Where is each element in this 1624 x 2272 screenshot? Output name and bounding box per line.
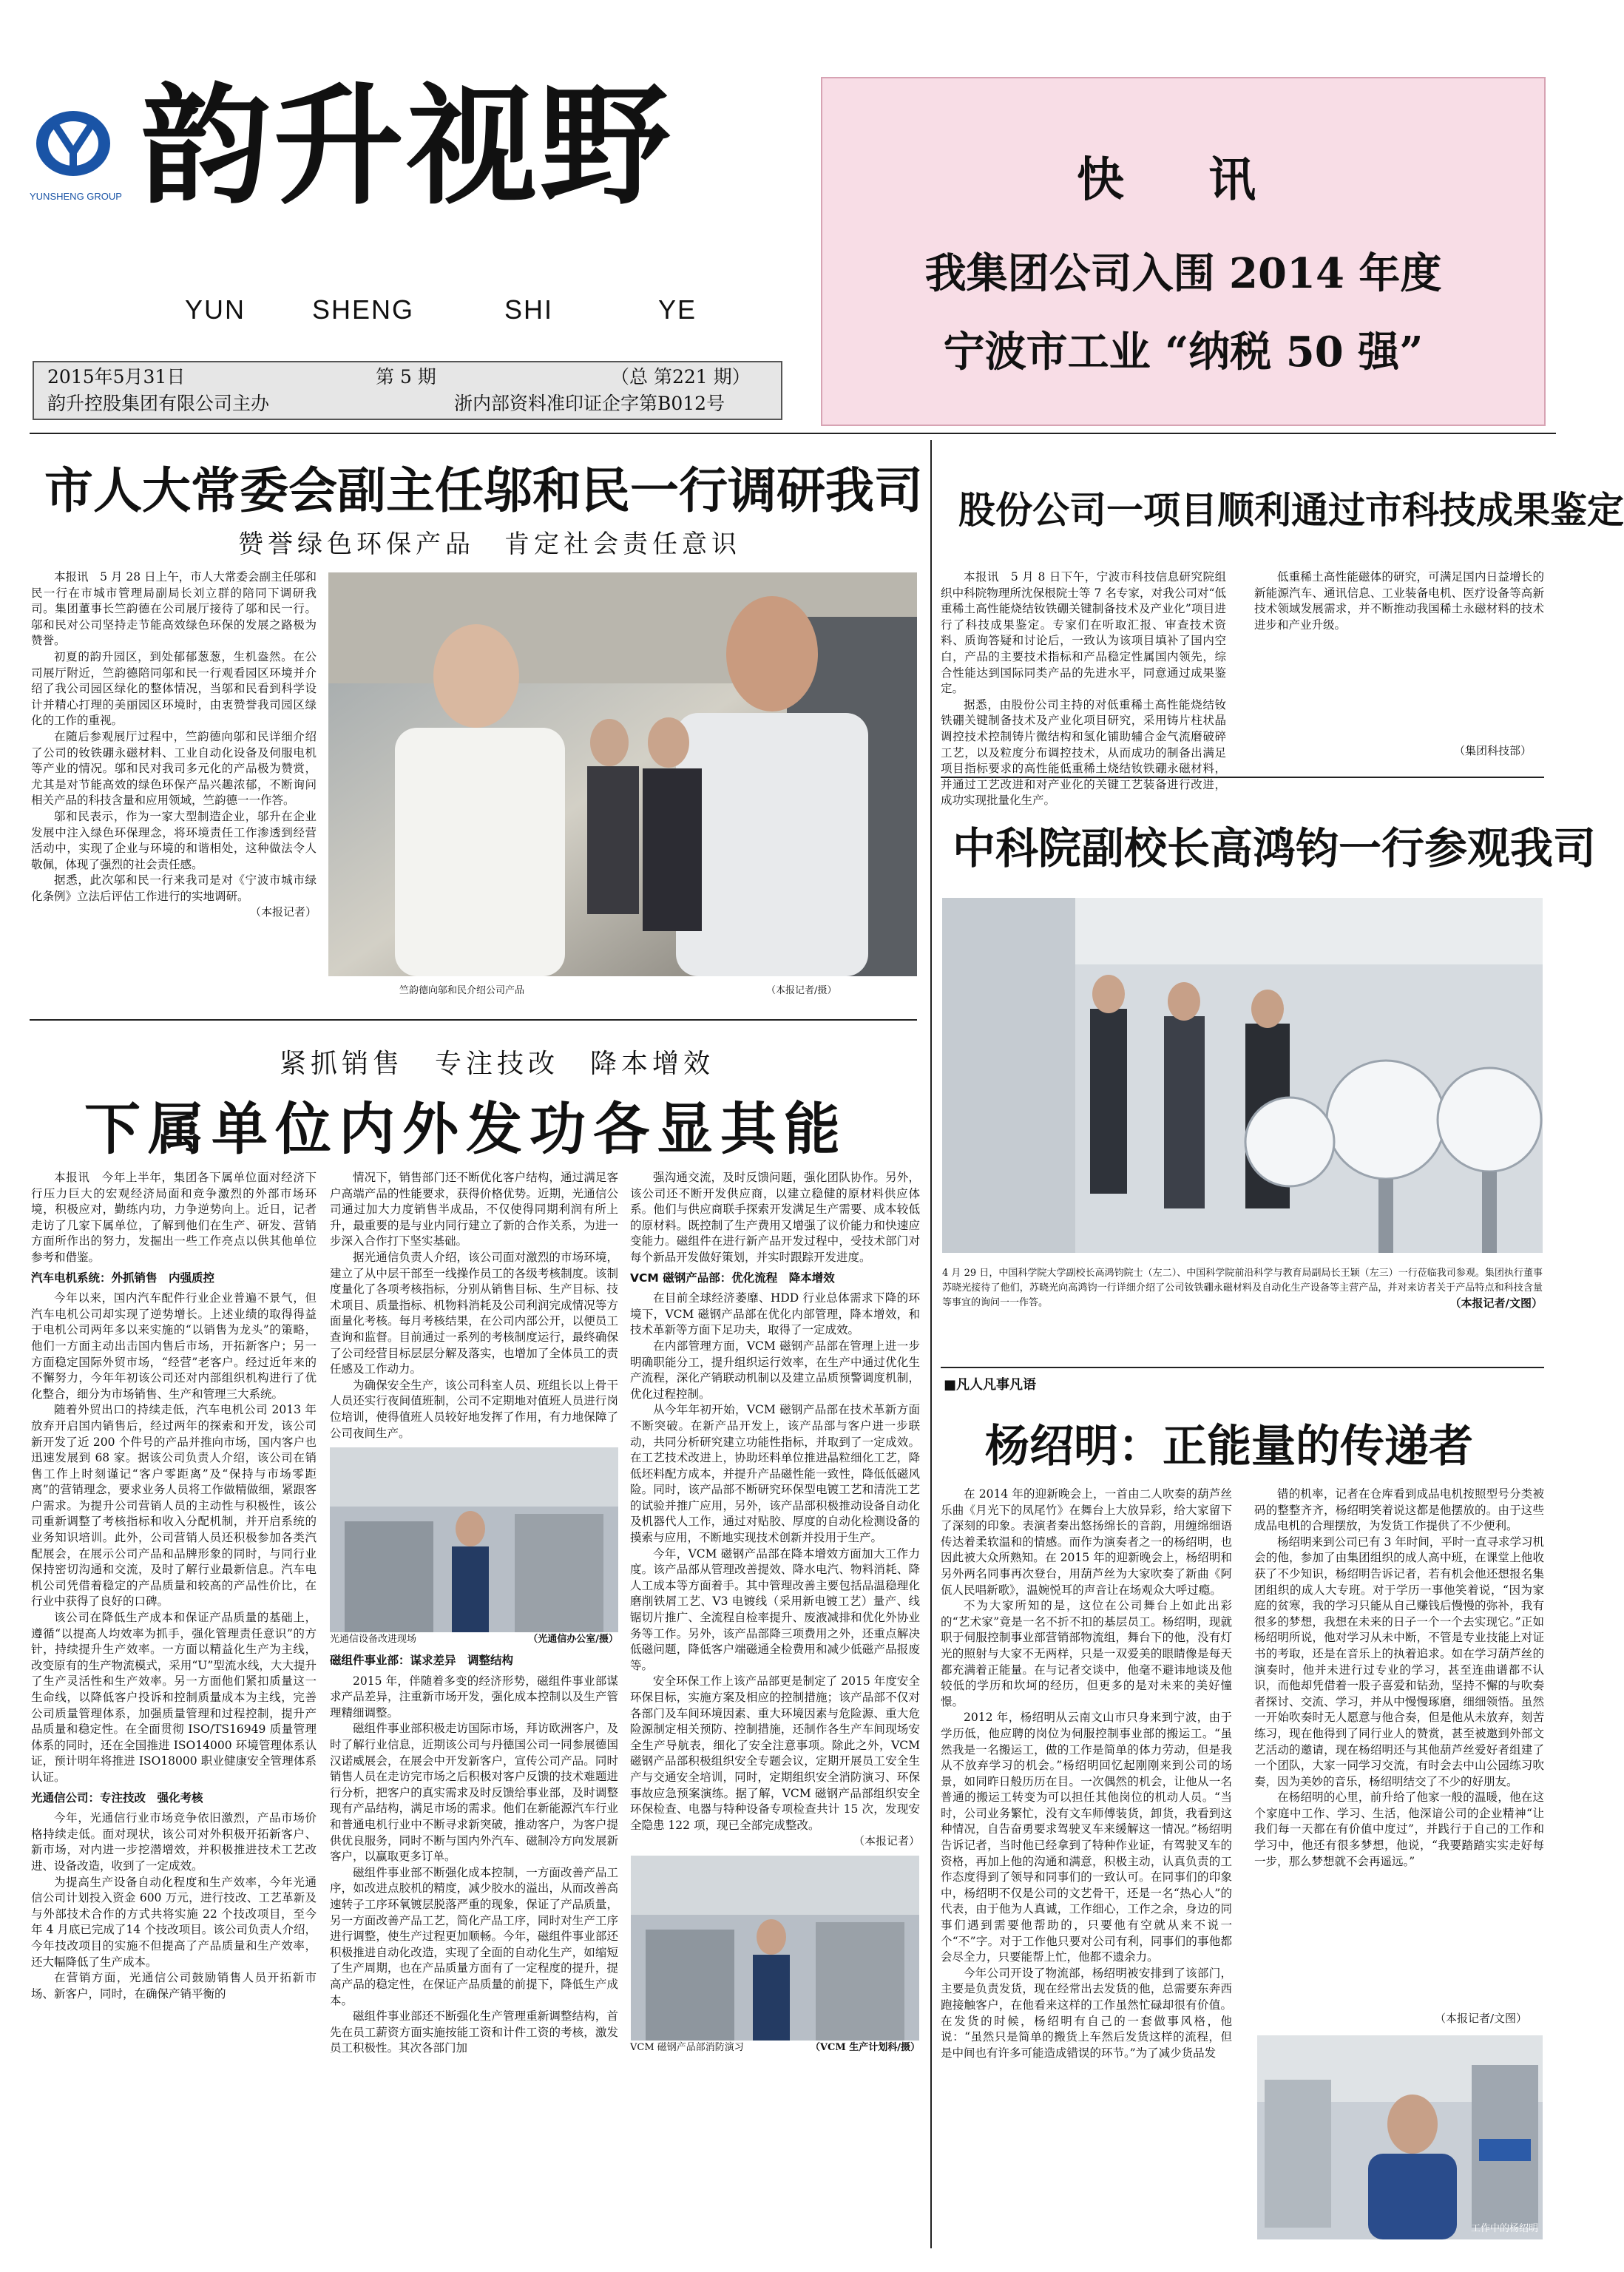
divider-top bbox=[30, 433, 1556, 434]
article-4-col3 bbox=[630, 1170, 920, 2244]
article-4-photo-image bbox=[330, 1447, 618, 1632]
article-1-subtitle: 赞誉绿色环保产品 肯定社会责任意识 bbox=[238, 530, 741, 559]
article-3-photo-caption bbox=[942, 1266, 1543, 1311]
article-4-paragraph: 2015 年，伴随着多变的经济形势，磁组件事业部谋求产品差异，注重新市场开发，强化成本控制以及生产管理精细调整。 bbox=[330, 1674, 618, 1720]
article-5-body-col2 bbox=[1254, 1487, 1544, 1997]
article-1-title: 市人大常委会副主任邬和民一行调研我司 bbox=[44, 462, 923, 519]
article-5-title: 杨绍明：正能量的传递者 bbox=[985, 1421, 1473, 1473]
article-4-paragraph: 磁组件事业部不断强化成本控制，一方面改善产品工序，如改进点胶机的精度，减少胶水的溢出，从而改善高速转子工序环氧镀层脱落严重的现象，保证了产品质量，另一方面改善产品工艺，简化产品工序，同时对生产工序进行调整，使生产过程更加顺畅。今年，磁组件事业部还积极推进自动化改造，实现了全面的自动化生产，如缩短了生产周期，也在产品质量方面有了一定程度的提升，提高产品的稳定性，在保证产品质量的前提下，降低生产成本。 bbox=[330, 1865, 618, 2007]
article-4-paragraph: 今年，光通信行业市场竞争依旧激烈，产品市场价格持续走低。面对现状，该公司对外积极开拓新客户、新市场，对内进一步挖潜增效，并积极推进技术工艺改进、设备改造，收到了一定成效。 bbox=[31, 1811, 317, 1873]
article-2-paragraph: 本报讯 5 月 8 日下午，宁波市科技信息研究院组织中科院物理所沈保根院士等 7 名专家，对我公司对“低重稀土高性能烧结钕铁硼关键制备技术及产业化”项目进行了科技成果鉴定。专家们在听取汇报、审查技术资料、质询答疑和讨论后，一致认为该项目填补了国内空白，产品的主要技术指标和产品稳定性属国内领先，综合性能达到国际同类产品的先进水平，同意通过成果鉴定。 bbox=[941, 570, 1226, 696]
article-5-photo bbox=[1257, 2035, 1543, 2239]
article-5-paragraph: 在 2014 年的迎新晚会上，一首由二人吹奏的葫芦丝乐曲《月光下的凤尾竹》在舞台上大放异彩，给大家留下了深刻的印象。表演者秦出悠扬绵长的音韵，用缠绵细语传达着柔软温和的情感。而作为演奏者之一的杨绍明，也因此被大众所熟知。在 2015 年的迎新晚会上，杨绍明和另外两名同事再次登台，用葫芦丝为大家吹奏了新曲《阿佤人民唱新歌》，温婉悦耳的声音让在场观众大呼过瘾。 bbox=[941, 1487, 1232, 1597]
article-4-paragraph: 本报讯 今年上半年，集团各下属单位面对经济下行压力巨大的宏观经济局面和竞争激烈的外部市场环境，积极应对，勤练内功，力争逆势向上。近日，记者走访了几家下属单位，了解到他们在生产、研发、营销方面所作出的努力，发掘出一些工作亮点以供其他单位参考和借鉴。 bbox=[31, 1171, 317, 1264]
article-4-photo bbox=[630, 1856, 920, 2055]
article-4-credit: （本报记者） bbox=[853, 1834, 920, 1848]
article-2-credit: （集团科技部） bbox=[1454, 744, 1532, 757]
article-2-title: 股份公司一项目顺利通过市科技成果鉴定 bbox=[958, 489, 1624, 532]
article-1-credit: （本报记者） bbox=[249, 905, 317, 919]
article-4-section-heading: 磁组件事业部：谋求差异 调整结构 bbox=[330, 1654, 514, 1668]
issue-number: 第 5 期 bbox=[376, 366, 436, 388]
article-4-photo-credit: （光通信办公室/摄） bbox=[528, 1634, 618, 1646]
article-4-paragraph: 在目前全球经济萎靡、HDD 行业总体需求下降的环境下，VCM 磁钢产品部在优化内部管理，降本增效，和技术革新等方面下足功夫，取得了一定成效。 bbox=[630, 1291, 920, 1337]
flash-news-headline-2: 宁波市工业 “纳税 50 强” bbox=[943, 328, 1424, 376]
yunsheng-logo-icon bbox=[33, 108, 114, 189]
article-4-paragraph: 在内部管理方面，VCM 磁钢产品部在管理上进一步明确职能分工，提升组织运行效率，在生产中通过优化生产流程，深化产销联动机制以及建立品质预警调度机制，优化过程控制。 bbox=[630, 1339, 920, 1401]
article-4-paragraph: 安全环保工作上该产品部更是制定了 2015 年度安全环保目标，实施方案及相应的控制措施；该产品部不仅对各部门及车间环境因素、重大环境因素与危险源、重大危险源制定相关预防、控制措施，还制作各生产车间现场安全生产导航表，细化了安全注意事项。除此之外，VCM 磁钢产品部积极组织安全专题会议，定期开展员工安全生产与交通安全培训，同时，定期组织安全消防演习、环保事故应急预案演练。据了解，VCM 磁钢产品部组织安全环保检查、电器与特种设备专项检查共计 15 次，发现安全隐患 122 项，现已全部完成整改。 bbox=[630, 1674, 920, 1832]
article-4-paragraph: 从今年年初开始，VCM 磁钢产品部在技术革新方面不断突破。在新产品开发上，该产品部与客户进一步联动，共同分析研究建立功能性指标，并取到了一定成效。在工艺技术改进上，协助坯料单位推进晶粒细化工艺，降低坯料配方成本，并提升产品磁性能一致性，降低低磁风险。同时，该产品部不断研究环保型电镀工艺和清洗工艺的试验并推广应用，另外，该产品部积极推动设备自动化及机器代人工作，通过对贴胶、厚度的自动化检测设备的摸索与应用，不断地实现技术创新并投用于生产。 bbox=[630, 1403, 920, 1545]
article-4-col1 bbox=[31, 1170, 317, 2244]
article-2-body bbox=[941, 569, 1226, 808]
issue-license: 浙内部资料准印证企字第B012号 bbox=[454, 393, 725, 414]
issue-sponsor: 韵升控股集团有限公司主办 bbox=[47, 393, 270, 414]
article-4-paragraph: 该公司在降低生产成本和保证产品质量的基础上，遵循“以提高人均效率为抓手，强化管理责任意识”的方针，持续提升生产效率。一方面以精益化生产为主线，改变原有的生产物流模式，采用“U”型流水线，大大提升了生产灵活性和生产效率。另一方面他们紧扣质量这一生命线，以降低客户投诉和控制质量成本为主线，完善公司质量管理体系，加强质量管理和过程控制，提升产品质量和稳定性。在全面贯彻 ISO/TS16949 质量管理体系的同时，还在全国推进 ISO14000 环境管理体系认证，预计明年将推进 ISO18000 职业健康安全管理体系认证。 bbox=[31, 1611, 317, 1784]
article-5-credit: （本报记者/文图） bbox=[1435, 2012, 1528, 2025]
article-5-paragraph: 2012 年，杨绍明从云南文山市只身来到宁波，由于学历低，他应聘的岗位为伺服控制事业部的搬运工。“虽然我是一名搬运工，做的工作是简单的体力劳动，但是我从不放弃学习的机会。”杨绍明回忆起刚刚来到公司的场景，如同昨日般历历在目。一次偶然的机会，让他从一名普通的搬运工转变为可以担任其他岗位的机动人员。“当时，公司业务繁忙，没有文车师傅装货，卸货，我看到这种情况，自告奋勇要求驾驶叉车来缓解这一情况。”杨绍明告诉记者，当时他已经拿到了特种作业证，有驾驶叉车的资格，再加上他的沟通和满意，积极主动，认真负责的工作态度得到了领导和同事们的一致认可。在同事们的印象中，杨绍明不仅是公司的文艺骨干，还是一名“热心人”的代表，由于他为人真诚，工作细心，工作之余，身边的同事们遇到需要他帮助的，只要他有空就从来不说一个“不”字。对于工作他只要对公司有利，同事们的事他都会尽全力，只要能帮上忙，他都不遗余力。 bbox=[941, 1711, 1232, 1964]
issue-date: 2015年5月31日 bbox=[47, 366, 186, 388]
article-5-body-col1 bbox=[941, 1487, 1232, 2226]
article-1-photo bbox=[328, 572, 917, 976]
article-3-photo-credit: （本报记者/文图） bbox=[1449, 1296, 1543, 1310]
article-2-paragraph: 据悉，由股份公司主持的对低重稀土高性能烧结钕铁硼关键制备技术及产业化项目研究，采用铸片柱状晶调控技术控制铸片微结构和氢化铺助辅合金气流磨破碎工艺，以及粒度分布调控技术，从而成功的制备出满足项目指标要求的高性能低重稀土烧结钕铁硼永磁材料，并通过工艺改进和对产业化的关键工艺装备进行改进，成功实现批量化生产。 bbox=[941, 697, 1226, 808]
article-5-photo-caption: 工作中的杨绍明 bbox=[1470, 2223, 1538, 2234]
article-5-paragraph: 今年公司开设了物流部，杨绍明被安排到了该部门，主要是负责发货，现在经常出去发货的他，总需要东奔西跑接触客户，在他看来这样的工作虽然忙碌却很有价值。在发货的时候，杨绍明有自己的一套做事风格，他说：“虽然只是简单的搬货上车然后发货这样的流程，但是中间也有许多可能造成错误的环节。”为了减少货品发 bbox=[941, 1966, 1232, 2060]
article-4-paragraph: 今年，VCM 磁钢产品部在降本增效方面加大工作力度。该产品部从管理改善提效、降水电汽、物料消耗、降人工成本等方面着手。其中管理改善主要包括品温稳理化磨削铁屑工艺、V3 电镀线（采用新电镀工艺）量产、线锯切片推广、全流程自检率提升、废液减排和优化外协业务等工作。另外，该产品部降三项费用之外，还重点解决低磁问题，降低客户端磁通全检费用和减少低磁产品报废等。 bbox=[630, 1546, 920, 1672]
article-3-title: 中科院副校长高鸿钧一行参观我司 bbox=[953, 823, 1597, 873]
masthead-title: 韵升视野 bbox=[141, 70, 674, 223]
article-4-paragraph: 据光通信负责人介绍，该公司面对激烈的市场环境，建立了从中层干部至一线操作员工的各级考核制度。该制度量化了各项考核指标，分别从销售目标、生产目标、技术项目、质量指标、机物料消耗及公司利润完成情况等方面量化考核。每月考核结果，在公司内部公开，以便员工查询和监督。目前通过一系列的考核制度运行，最终确保了公司经营目标层层分解及落实，也增加了全体员工的责任感及工作动力。 bbox=[330, 1250, 618, 1376]
article-4-section-heading: 汽车电机系统：外抓销售 内强质控 bbox=[31, 1271, 215, 1285]
article-4-paragraph: 为确保安全生产，该公司科室人员、班组长以上骨干人员还实行夜间值班制，公司不定期地对值班人员进行岗位培训，使得值班人员较好地发挥了作用，有力地保障了公司夜间生产。 bbox=[330, 1378, 618, 1440]
article-1-paragraph: 在随后参观展厅过程中，竺韵德向邬和民详细介绍了公司的钕铁硼永磁材料、工业自动化设备及伺服电机等产业的情况。邬和民对我司多元化的产品极为赞赏，尤其是对节能高效的绿色环保产品兴趣浓郁，不断询问相关产品的科技含量和应用领域，竺韵德一一作答。 bbox=[31, 729, 317, 808]
article-1-photo-credit: （本报记者/摄） bbox=[766, 985, 837, 996]
pinyin-sheng: SHENG bbox=[312, 294, 415, 325]
pinyin-yun: YUN bbox=[185, 294, 246, 325]
article-4-paragraph: 强沟通交流，及时反馈问题，强化团队协作。另外，该公司还不断开发供应商，以建立稳健的原材料供应体系。他们与供应商联手探索开发满足生产需要、成本较低的原材料。既控制了生产费用又增强了议价能力和快速应变能力。磁组件在进行新产品开发过程中，受技术部门对每个新品开发做好策划，并实时跟踪开发进度。 bbox=[630, 1171, 920, 1264]
divider-left-mid bbox=[30, 1019, 917, 1021]
article-4-title: 下属单位内外发功各显其能 bbox=[84, 1096, 847, 1162]
column-tag-label: 凡人凡事凡语 bbox=[956, 1377, 1037, 1393]
article-5-paragraph: 不为大家所知的是，这位在公司舞台上如此出彩的“艺术家”竟是一名不折不扣的基层员工。杨绍明，现就职于伺服控制事业部营销部物流组，舞台下的他，没有灯光的照射与大家不无两样，只是一双爱美的眼睛像是每天都充满着正能量。在与记者交谈中，他毫不避讳地谈及他较低的学历和坎坷的经历，但更多的是对未来的美好憧憬。 bbox=[941, 1599, 1232, 1708]
article-4-paragraph: 在营销方面，光通信公司鼓励销售人员开拓新市场、新客户，同时，在确保产销平衡的 bbox=[31, 1971, 317, 2001]
article-4-section-heading: 光通信公司：专注技改 强化考核 bbox=[31, 1791, 203, 1805]
article-4-photo-caption-row bbox=[630, 2041, 920, 2055]
article-5-paragraph: 在杨绍明的心里，前升给了他家一般的温暖，他在这个家庭中工作、学习、生活，他深谙公司的企业精神“让我们每一天都在有价值中度过”，并践行于自己的工作和学习中，他还有很多梦想，他说，“我要踏踏实实走好每一步，那么梦想就不会再遥远。” bbox=[1254, 1791, 1544, 1868]
issue-total: （总 第221 期） bbox=[611, 366, 751, 388]
article-4-photo-caption: 光通信设备改进现场 bbox=[330, 1634, 417, 1646]
article-4-paragraph: 磁组件事业部积极走访国际市场，拜访欧洲客户，及时了解行业信息，近期该公司与丹德国公司一同参展德国汉诺威展会，在展会中开发新客户，宣传公司产品。同时销售人员在走访完市场之后积极对客户反馈的技术难题进行分析，把客户的真实需求及时反馈给事业部，及时调整现有产品结构，满足市场的需求。他们在新能源汽车行业和普通电机行业中不断寻求新突破，推动客户，为客户提供优良服务，同时不断与国内外汽车、磁制冷方向发展新客户，以赢取更多订单。 bbox=[330, 1722, 618, 1864]
article-4-paragraph: 磁组件事业部还不断强化生产管理重新调整结构，首先在员工薪资方面实施按能工资和计件工资的考核，激发员工积极性。其次各部门加 bbox=[330, 2009, 618, 2055]
column-tag-icon: ■ bbox=[944, 1377, 957, 1393]
article-1-paragraph: 据悉，此次邬和民一行来我司是对《宁波市城市绿化条例》立法后评估工作进行的实地调研。 bbox=[31, 873, 317, 903]
article-1-paragraph: 邬和民表示，作为一家大型制造企业，邬升在企业发展中注入绿色环保理念，将环境责任工作渗透到经营活动中，实现了企业与环境的和谐相处，这种做法令人敬佩，体现了强烈的社会责任感。 bbox=[31, 809, 317, 871]
article-4-photo-caption-row bbox=[330, 1632, 618, 1647]
article-4-paragraph: 情况下，销售部门还不断优化客户结构，通过满足客户高端产品的性能要求，获得价格优势。近期，光通信公司通过加大力度销售半成品，不仅使得同期利润有所上升，最重要的是与业内同行建立了新的合作关系，为进一步深入合作打下坚实基础。 bbox=[330, 1171, 618, 1248]
article-3-photo bbox=[942, 898, 1543, 1253]
column-tag bbox=[944, 1374, 1036, 1393]
divider-right-2 bbox=[941, 1367, 1544, 1368]
article-4-photo-image bbox=[630, 1856, 920, 2041]
article-4-paragraph: 今年以来，国内汽车配件行业企业普遍不景气，但汽车电机公司却实现了逆势增长。上述业绩的取得得益于电机公司两年多以来实施的“以销售为龙头”的策略，他们一方面主动出击国内售后市场，开拓新客户；另一方面稳定国际外贸市场，“经营”老客户。经过近年来的不懈努力，今年年初该公司还对内部组织机构进行了优化整合，细分为市场销售、生产和管理三大系统。 bbox=[31, 1291, 317, 1401]
article-1-paragraph: 本报讯 5 月 28 日上午，市人大常委会副主任邬和民一行在市城市管理局副局长刘立群的陪同下调研我司。集团董事长竺韵德在公司展厅接待了邬和民一行。邬和民对公司坚持走节能高效绿色环保的发展之路极为赞誉。 bbox=[31, 570, 317, 648]
article-1-body bbox=[31, 569, 317, 1006]
flash-news-title: 快 讯 bbox=[1076, 152, 1290, 208]
article-4-photo bbox=[330, 1447, 618, 1647]
article-5-paragraph: 杨绍明来到公司已有 3 年时间，平时一直寻求学习机会的他，参加了由集团组织的成人高中班，在课堂上他收获了不少知识，杨绍明告诉记者，若有机会他还想报名集团组织的成人大专班。对于学历一事他笑着说，“因为家庭的贫寒，我的学习只能从自己赚钱后慢慢的弥补，我有很多的梦想，我想在未来的日子一个一个去实现它。”正如杨绍明所说，他对学习从未中断，不管是专业技能上对证书的考取，还是在音乐上的执着追求。如在学习葫芦丝的演奏时，他并未进行过专业的学习，甚至连曲谱都不认识，而他却凭借着一股子喜爱和钻劲，坚持不懈的与吹奏者探讨、交流、学习，并从中慢慢琢磨，细细领悟。虽然一开始吹奏时无人愿意与他合奏，但是他从未放弃，刻苦练习，现在他得到了同行业人的赞赏，甚至被邀到外部文艺活动的邀请，现在杨绍明还与其他葫芦丝爱好者组建了一个团队，大家一同学习交流，有时会去中山公园练习吹奏，因为美妙的音乐，杨绍明结交了不少的好朋友。 bbox=[1254, 1535, 1544, 1788]
article-5-paragraph: 错的机率，记者在仓库看到成品电机按照型号分类被码的整整齐齐，杨绍明笑着说这都是他摆放的。由于这些成品电机的合理摆放，为发货工作提供了不少便利。 bbox=[1254, 1487, 1544, 1533]
article-4-paragraph: 随着外贸出口的持续走低，汽车电机公司 2013 年放弃开启国内销售后，经过两年的探索和开发，该公司新开发了近 200 个件号的产品并推向市场，国内客户也迅速发展到 68 家。据该公司负责人介绍，该公司在销售工作上时刻谨记“客户零距离”及“保持与市场零距离”的营销理念，要求业务人员将工作做精做细，紧跟客户需求。为提升公司营销人员的主动性与积极性，该公司重新调整了考核指标和收入分配机制，并开启系统的业务知识培训。此外，公司营销人员还积极参加各类汽配展会，在展示公司产品和品牌形象的同时，与同行业保持密切沟通和交流，及时了解行业最新信息。汽车电机公司凭借着稳定的产品质量和较高的产品性价比，在行业中获得了良好的口碑。 bbox=[31, 1403, 317, 1609]
article-4-photo-credit: （VCM 生产计划科/摄） bbox=[810, 2041, 920, 2053]
pinyin-ye: YE bbox=[658, 294, 697, 325]
article-4-col2 bbox=[330, 1170, 618, 2244]
logo-text: YUNSHENG GROUP bbox=[30, 191, 122, 202]
pinyin-shi: SHI bbox=[504, 294, 554, 325]
divider-vertical-main bbox=[930, 440, 932, 2248]
article-4-kicker: 紧抓销售 专注技改 降本增效 bbox=[280, 1049, 715, 1079]
article-4-paragraph: 为提高生产设备自动化程度和生产效率，今年光通信公司计划投入资金 600 万元，进行技改、工艺革新及与外部技术合作的方式共将实施 22 个技改项目，至今年 4 月底已完成了14 个技改项目。该公司负责人介绍，今年技改项目的实施不但提高了产品质量和生产效率，还大幅降低了生产成本。 bbox=[31, 1875, 317, 1969]
divider-right-1 bbox=[941, 777, 1544, 778]
article-1-paragraph: 初夏的韵升园区，到处郁郁葱葱，生机盎然。在公司展厅附近，竺韵德陪同邬和民一行观看园区环境并介绍了我公司园区绿化的整体情况，当邬和民看到科学设计并精心打理的美丽园区环境时，由衷赞誉我司园区绿化的工作的重视。 bbox=[31, 649, 317, 728]
flash-news-box bbox=[821, 77, 1546, 426]
article-1-photo-caption: 竺韵德向邬和民介绍公司产品 bbox=[399, 985, 525, 996]
flash-news-headline-1: 我集团公司入围 2014 年度 bbox=[924, 249, 1442, 298]
article-4-section-heading: VCM 磁钢产品部：优化流程 降本增效 bbox=[630, 1271, 835, 1285]
issue-info-box bbox=[33, 361, 782, 420]
article-4-photo-caption: VCM 磁钢产品部消防演习 bbox=[630, 2041, 744, 2053]
article-2-paragraph: 低重稀土高性能磁体的研究，可满足国内日益增长的新能源汽车、通讯信息、工业装备电机、医疗设备等高新技术领域发展需求，并不断推动我国稀土永磁材料的技术进步和产业升级。 bbox=[1254, 570, 1544, 632]
article-3-caption-text: 4 月 29 日，中国科学院大学副校长高鸿钧院士（左二）、中国科学院前沿科学与教育局副局长王颖（左三）一行莅临我司参观。集团执行董事苏晓光接待了他们，苏晓光向高鸿钧一行详细介绍了公司钕铁硼永磁材料及自动化生产设备等主营产品，并对来访者关于产品特点和科技含量等事宜的询问一一作答。 bbox=[942, 1268, 1543, 1308]
article-2-body-col2 bbox=[1254, 569, 1544, 759]
